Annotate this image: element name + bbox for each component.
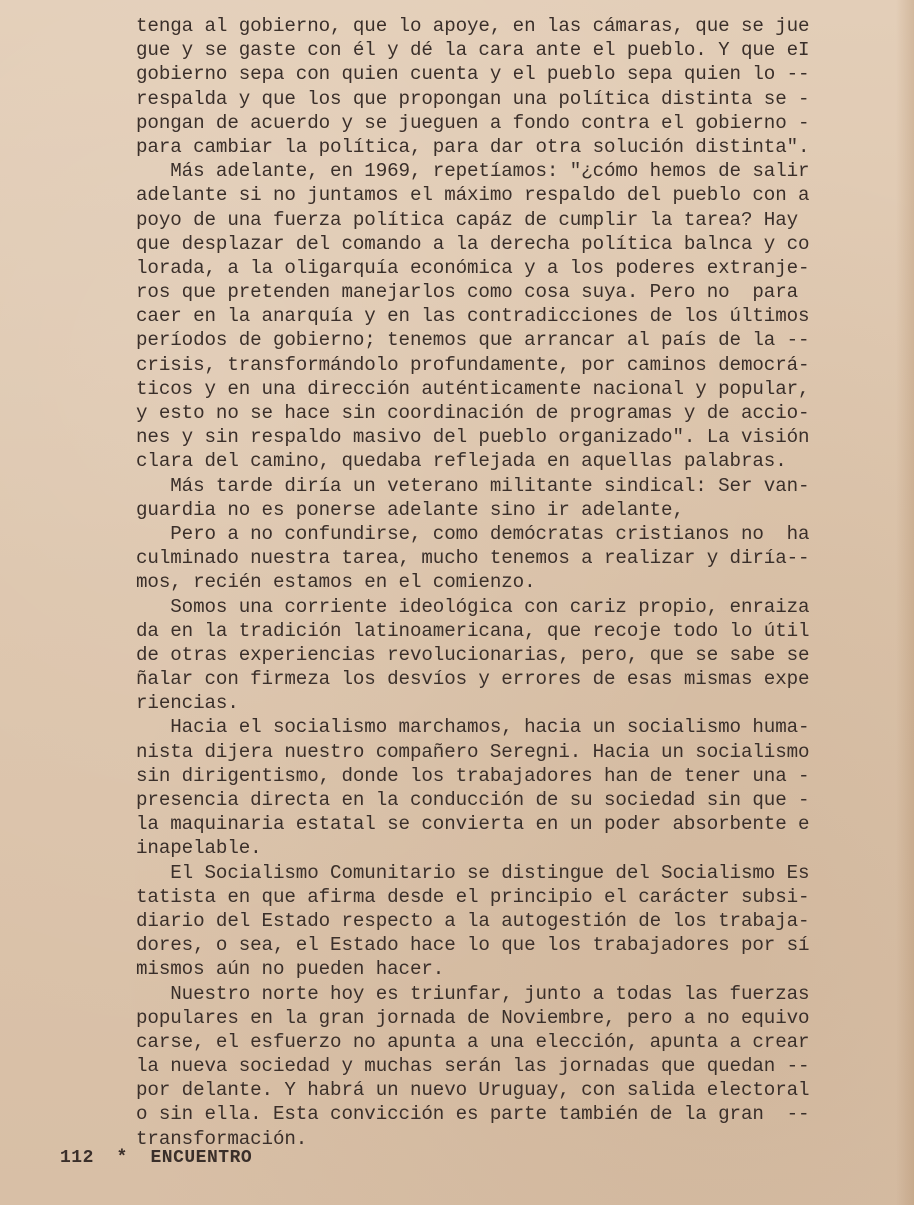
text-line: guardia no es ponerse adelante sino ir adelante, bbox=[136, 498, 684, 521]
text-line: mos, recién estamos en el comienzo. bbox=[136, 571, 536, 594]
text-line: respalda y que los que propongan una política distinta se - bbox=[136, 87, 810, 110]
text-line: gobierno sepa con quien cuenta y el pueblo sepa quien lo -- bbox=[136, 63, 810, 86]
text-line: tenga al gobierno, que lo apoye, en las cámaras, que se jue bbox=[136, 15, 810, 37]
paper-edge bbox=[896, 0, 914, 1205]
text-line: carse, el esfuerzo no apunta a una elección, apunta a crear bbox=[136, 1030, 810, 1053]
text-line: Hacia el socialismo marchamos, hacia un socialismo huma- bbox=[136, 716, 810, 739]
body-text bbox=[136, 14, 856, 1151]
text-line: da en la tradición latinoamericana, que recoje todo lo útil bbox=[136, 619, 810, 642]
text-line: riencias. bbox=[136, 692, 239, 715]
text-line: para cambiar la política, para dar otra solución distinta". bbox=[136, 135, 810, 158]
text-line: Más adelante, en 1969, repetíamos: "¿cómo hemos de salir bbox=[136, 160, 810, 183]
text-line: inapelable. bbox=[136, 837, 262, 860]
text-line: nes y sin respaldo masivo del pueblo organizado". La visión bbox=[136, 426, 810, 449]
text-line: ñalar con firmeza los desvíos y errores de esas mismas expe bbox=[136, 668, 810, 691]
text-line: clara del camino, quedaba reflejada en aquellas palabras. bbox=[136, 450, 787, 473]
text-line: Somos una corriente ideológica con cariz propio, enraiza bbox=[136, 595, 810, 618]
footer-asterisk: * bbox=[116, 1148, 128, 1168]
text-line: presencia directa en la conducción de su sociedad sin que - bbox=[136, 789, 810, 811]
text-line: mismos aún no pueden hacer. bbox=[136, 958, 445, 981]
text-line: de otras experiencias revolucionarias, pero, que se sabe se bbox=[136, 643, 810, 666]
text-line: tatista en que afirma desde el principio el carácter subsi- bbox=[136, 885, 810, 908]
text-line: ros que pretenden manejarlos como cosa suya. Pero no para bbox=[136, 281, 799, 304]
text-line: populares en la gran jornada de Noviembre, pero a no equivo bbox=[136, 1006, 810, 1029]
text-line: Pero a no confundirse, como demócratas cristianos no ha bbox=[136, 522, 810, 545]
text-line: períodos de gobierno; tenemos que arrancar al país de la -- bbox=[136, 329, 810, 352]
footer-separator bbox=[105, 1148, 116, 1168]
text-line: adelante si no juntamos el máximo respaldo del pueblo con a bbox=[136, 184, 810, 207]
page-number: 112 bbox=[60, 1148, 94, 1168]
text-line: poyo de una fuerza política capáz de cumplir la tarea? Hay bbox=[136, 208, 799, 231]
text-line: caer en la anarquía y en las contradicciones de los últimos bbox=[136, 305, 810, 328]
text-line: ticos y en una dirección auténticamente nacional y popular, bbox=[136, 377, 810, 400]
text-line: diario del Estado respecto a la autogestión de los trabaja- bbox=[136, 909, 810, 932]
text-line: gue y se gaste con él y dé la cara ante el pueblo. Y que eI bbox=[136, 39, 810, 62]
text-line: la maquinaria estatal se convierta en un poder absorbente e bbox=[136, 813, 810, 836]
publication-name: ENCUENTRO bbox=[150, 1148, 253, 1168]
text-line: por delante. Y habrá un nuevo Uruguay, con salida electoral bbox=[136, 1079, 810, 1102]
text-line: la nueva sociedad y muchas serán las jornadas que quedan -- bbox=[136, 1055, 810, 1078]
text-line: nista dijera nuestro compañero Seregni. Hacia un socialismo bbox=[136, 740, 810, 763]
text-line: que desplazar del comando a la derecha política balnca y co bbox=[136, 232, 810, 255]
text-line: Nuestro norte hoy es triunfar, junto a todas las fuerzas bbox=[136, 982, 810, 1005]
text-line: y esto no se hace sin coordinación de programas y de accio- bbox=[136, 402, 810, 424]
text-line: lorada, a la oligarquía económica y a los poderes extranje- bbox=[136, 256, 810, 279]
footer-separator-space bbox=[128, 1148, 139, 1168]
text-line: sin dirigentismo, donde los trabajadores han de tener una - bbox=[136, 764, 810, 787]
text-line: pongan de acuerdo y se jueguen a fondo contra el gobierno - bbox=[136, 111, 810, 134]
text-line: transformación. bbox=[136, 1127, 308, 1150]
text-line: El Socialismo Comunitario se distingue del Socialismo Es bbox=[136, 861, 810, 884]
page-footer bbox=[60, 1148, 252, 1168]
text-line: culminado nuestra tarea, mucho tenemos a realizar y diría-- bbox=[136, 547, 810, 570]
text-line: Más tarde diría un veterano militante sindical: Ser van- bbox=[136, 474, 810, 497]
text-line: crisis, transformándolo profundamente, por caminos democrá- bbox=[136, 353, 810, 376]
text-line: o sin ella. Esta convicción es parte también de la gran -- bbox=[136, 1103, 810, 1126]
text-line: dores, o sea, el Estado hace lo que los trabajadores por sí bbox=[136, 934, 810, 957]
